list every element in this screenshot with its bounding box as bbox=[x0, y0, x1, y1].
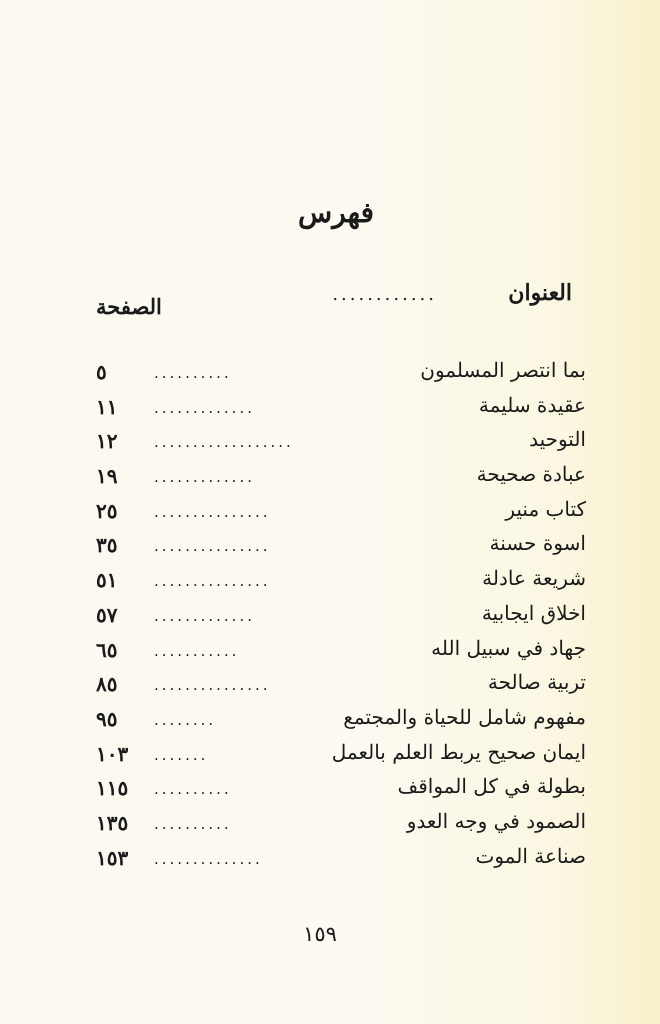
header-title-label: العنوان bbox=[508, 280, 572, 306]
entry-page: ٨٥ bbox=[96, 672, 118, 697]
entry-page: ١٣٥ bbox=[96, 810, 129, 835]
toc-entry bbox=[96, 462, 586, 497]
entry-title: تربية صالحة bbox=[487, 670, 586, 695]
entry-title: صناعة الموت bbox=[475, 843, 586, 868]
toc-entry bbox=[96, 601, 586, 636]
entry-page: ٩٥ bbox=[96, 706, 118, 731]
entry-title: بطولة في كل المواقف bbox=[397, 774, 586, 799]
toc-entry bbox=[96, 531, 586, 566]
entry-page: ١٩ bbox=[96, 464, 118, 489]
entry-title: اخلاق ايجابية bbox=[481, 600, 586, 625]
dot-leader: ............... bbox=[154, 502, 271, 521]
entry-page: ٦٥ bbox=[96, 637, 118, 662]
entry-title: عقيدة سليمة bbox=[478, 392, 586, 417]
header-dot-leader: ............ bbox=[332, 284, 437, 305]
toc-entry bbox=[96, 705, 586, 740]
toc-entry bbox=[96, 393, 586, 428]
toc-entry bbox=[96, 566, 586, 601]
entry-title: الصمود في وجه العدو bbox=[406, 808, 586, 833]
toc-entry bbox=[96, 844, 586, 879]
entry-page: ١٢ bbox=[96, 429, 118, 454]
dot-leader: ....... bbox=[154, 745, 209, 764]
dot-leader: ............. bbox=[154, 468, 255, 487]
toc-entry bbox=[96, 358, 586, 393]
entry-page: ٣٥ bbox=[96, 533, 118, 558]
entry-title: كتاب منير bbox=[505, 496, 586, 521]
toc-list bbox=[96, 358, 586, 878]
dot-leader: .......... bbox=[154, 364, 232, 382]
page-title: فهرس bbox=[298, 196, 374, 229]
page-number: ١٥٩ bbox=[303, 922, 337, 946]
header-page-label: الصفحة bbox=[96, 294, 162, 319]
entry-page: ١٥٣ bbox=[96, 845, 129, 870]
entry-page: ٥ bbox=[96, 360, 107, 384]
dot-leader: ............... bbox=[154, 537, 271, 556]
entry-page: ١١٥ bbox=[96, 776, 129, 801]
toc-entry bbox=[96, 670, 586, 705]
toc-entry bbox=[96, 740, 586, 775]
entry-title: ايمان صحيح يربط العلم بالعمل bbox=[331, 739, 586, 764]
entry-title: اسوة حسنة bbox=[489, 531, 586, 556]
dot-leader: ........ bbox=[154, 710, 217, 729]
dot-leader: .......... bbox=[154, 814, 232, 833]
toc-entry bbox=[96, 774, 586, 809]
toc-entry bbox=[96, 427, 586, 462]
entry-title: التوحيد bbox=[529, 427, 586, 452]
entry-title: جهاد في سبيل الله bbox=[431, 635, 586, 660]
entry-page: ٢٥ bbox=[96, 498, 118, 523]
dot-leader: .......... bbox=[154, 780, 232, 799]
toc-entry bbox=[96, 636, 586, 671]
dot-leader: .................. bbox=[154, 433, 294, 452]
toc-header bbox=[96, 280, 572, 320]
entry-title: شريعة عادلة bbox=[482, 566, 586, 591]
entry-page: ٥٧ bbox=[96, 602, 118, 627]
toc-entry bbox=[96, 809, 586, 844]
dot-leader: .............. bbox=[154, 849, 263, 868]
dot-leader: ............. bbox=[154, 398, 255, 417]
dot-leader: ........... bbox=[154, 641, 240, 660]
entry-page: ٥١ bbox=[96, 568, 118, 593]
entry-page: ١١ bbox=[96, 394, 118, 419]
dot-leader: ............. bbox=[154, 606, 255, 625]
entry-page: ١٠٣ bbox=[96, 741, 129, 766]
dot-leader: ............... bbox=[154, 676, 271, 695]
entry-title: عبادة صحيحة bbox=[476, 462, 586, 487]
dot-leader: ............... bbox=[154, 572, 271, 591]
entry-title: بما انتصر المسلمون bbox=[420, 358, 586, 382]
entry-title: مفهوم شامل للحياة والمجتمع bbox=[343, 704, 586, 729]
toc-entry bbox=[96, 497, 586, 532]
